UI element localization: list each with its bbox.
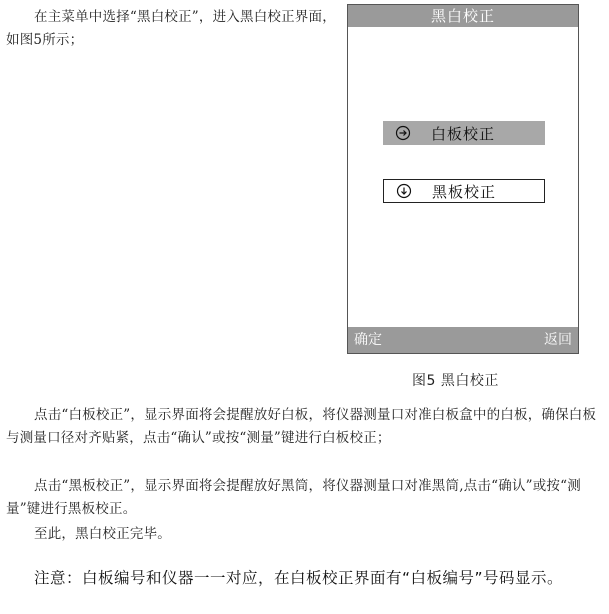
confirm-softkey[interactable]: 确定	[354, 332, 382, 348]
menu-item-label: 白板校正	[431, 124, 496, 143]
paragraph-black-calibration: 点击“黑板校正”，显示界面将会提醒放好黑筒，将仪器测量口对准黑筒,点击“确认”或按“测量”键进行黑板校正。	[6, 478, 581, 517]
screen-title: 黑白校正	[348, 5, 578, 27]
note-paragraph: 注意：白板编号和仪器一一对应，在白板校正界面有“白板编号”号码显示。	[34, 569, 564, 587]
paragraph-white-calibration: 点击“白板校正”，显示界面将会提醒放好白板，将仪器测量口对准白板盒中的白板，确保白板与测量口径对齐贴紧，点击“确认”或按“测量”键进行白板校正；	[6, 407, 597, 446]
device-screen	[347, 4, 579, 354]
intro-paragraph: 在主菜单中选择“黑白校正”，进入黑白校正界面，如图5所示；	[6, 9, 336, 48]
arrow-right-circle-icon	[395, 125, 411, 141]
menu-item-label: 黑板校正	[432, 182, 497, 201]
arrow-down-circle-icon	[396, 183, 412, 199]
softkey-bar	[348, 327, 578, 353]
menu-item-black-calibration[interactable]	[383, 179, 545, 203]
figure-caption: 图5 黑白校正	[412, 373, 499, 389]
menu-item-white-calibration[interactable]	[383, 121, 545, 145]
paragraph-completion: 至此，黑白校正完毕。	[34, 526, 171, 542]
back-softkey[interactable]: 返回	[544, 332, 572, 348]
